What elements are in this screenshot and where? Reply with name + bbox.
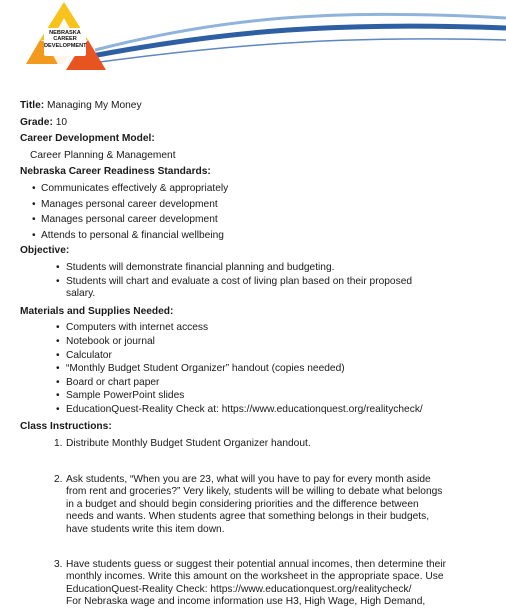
instruction-step [54, 438, 490, 451]
objective-item-line: • Students will demonstrate financial planning and budgeting. [66, 261, 335, 273]
title-value: Managing My Money [47, 100, 142, 111]
step-line: monthly incomes. Write this amount on the worksheet in the appropriate space. Use [66, 571, 444, 583]
step-line: from rent and groceries?” Very likely, students will be willing to debate what belongs [66, 486, 443, 498]
standard-item: • Communicates effectively & appropriately [32, 183, 490, 196]
material-item: • EducationQuest-Reality Check at: https://www.educationquest.org/realitycheck/ [56, 404, 490, 417]
material-item: • Calculator [56, 350, 490, 363]
logo-text [44, 30, 86, 49]
title-line [20, 100, 490, 113]
step-number: 1. [54, 438, 63, 450]
material-item: • Notebook or journal [56, 336, 490, 349]
instructions-label: Class Instructions: [20, 421, 112, 433]
objective-item [56, 262, 490, 275]
logo-line-1: NEBRASKA [49, 30, 81, 36]
model-value: Career Planning & Management [30, 149, 176, 161]
title-label: Title: [20, 100, 45, 111]
step-line: EducationQuest-Reality Check: https://www.educationquest.org/realitycheck/ [66, 583, 412, 595]
standard-item: • Manages personal career development [32, 214, 490, 227]
standard-item: • Manages personal career development [32, 199, 490, 212]
material-item: • “Monthly Budget Student Organizer” handout (copies needed) [56, 363, 490, 376]
step-line: have students write this item down. [66, 524, 225, 536]
swoosh-dark [92, 26, 506, 56]
step-line: needs and wants. When students agree that something belongs in their budgets, [66, 511, 430, 523]
objective-item-line: salary. [66, 288, 96, 300]
model-label: Career Development Model: [20, 133, 155, 145]
material-item: • Board or chart paper [56, 377, 490, 390]
materials-label: Materials and Supplies Needed: [20, 305, 174, 317]
standards-label: Nebraska Career Readiness Standards: [20, 166, 211, 178]
grade-line [20, 117, 490, 130]
step-line: For Nebraska wage and income information use H3, High Wage, High Demand, [66, 596, 426, 608]
instruction-step [54, 474, 490, 537]
logo-line-2: CAREER [53, 36, 77, 43]
step-line: Distribute Monthly Budget Student Organizer handout. [66, 438, 311, 450]
materials-list [20, 322, 490, 416]
lesson-plan [20, 100, 490, 609]
step-line: Have students guess or suggest their potential annual incomes, then determine their [66, 558, 446, 570]
objective-item [56, 276, 490, 301]
step-line: Ask students, “When you are 23, what will you have to pay for every month aside [66, 473, 431, 485]
objective-list [20, 262, 490, 301]
objective-label: Objective: [20, 245, 70, 257]
standard-item: • Attends to personal & financial wellbeing [32, 230, 490, 243]
material-item: • Computers with internet access [56, 322, 490, 335]
objective-item-line: • Students will chart and evaluate a cost of living plan based on their proposed [66, 275, 413, 287]
step-number: 2. [54, 473, 63, 485]
page-header [0, 0, 506, 90]
grade-label: Grade: [20, 116, 53, 128]
material-item: • Sample PowerPoint slides [56, 390, 490, 403]
standards-list [20, 183, 490, 242]
step-line: in a budget and should begin considering priorities and the difference between [66, 498, 419, 510]
grade-value: 10 [55, 116, 68, 128]
instructions-list [20, 438, 490, 609]
logo-line-3: DEVELOPMENT [44, 42, 87, 49]
step-number: 3. [54, 558, 63, 570]
instruction-step [54, 559, 490, 609]
